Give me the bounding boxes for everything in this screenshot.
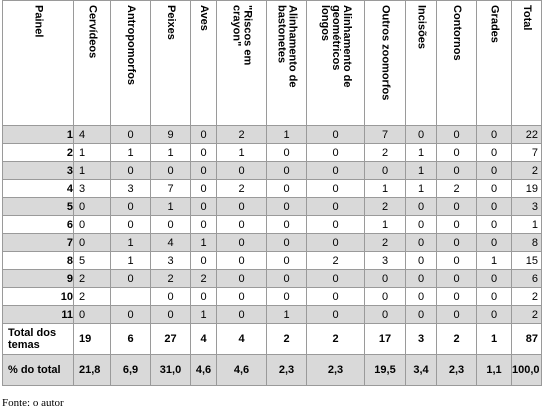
- table-row: [3, 198, 542, 216]
- table-cell: 17: [365, 324, 406, 355]
- table-cell: 6,9: [111, 355, 151, 386]
- table-cell: 0: [307, 180, 365, 198]
- table-cell: 4: [151, 234, 191, 252]
- table-cell: 1: [151, 198, 191, 216]
- table-cell: 2: [74, 288, 111, 306]
- table-cell: 0: [437, 270, 477, 288]
- table-cell: 0: [151, 216, 191, 234]
- table-cell: 9: [151, 126, 191, 144]
- table-cell: 0: [267, 234, 307, 252]
- table-cell: 0: [151, 306, 191, 324]
- table-cell: 1: [191, 306, 217, 324]
- table-cell: 1: [267, 306, 307, 324]
- table-cell: 1: [267, 126, 307, 144]
- row-label: 8: [3, 252, 74, 270]
- table-cell: 0: [477, 306, 512, 324]
- column-header: [151, 1, 191, 126]
- table-cell: 0: [267, 270, 307, 288]
- table-cell: 0: [151, 288, 191, 306]
- column-header-label: "Riscos em crayon": [230, 5, 254, 66]
- column-header: [477, 1, 512, 126]
- table-cell: 1: [111, 234, 151, 252]
- table-cell: 0: [217, 306, 267, 324]
- column-header: [191, 1, 217, 126]
- table-cell: 0: [406, 216, 437, 234]
- row-label: 1: [3, 126, 74, 144]
- column-header-label: Contornos: [451, 5, 463, 61]
- table-cell: 2: [365, 198, 406, 216]
- table-cell: 0: [406, 198, 437, 216]
- table-cell: 0: [191, 252, 217, 270]
- table-cell: 0: [267, 288, 307, 306]
- column-header: [307, 1, 365, 126]
- table-cell: 0: [307, 162, 365, 180]
- column-header: [512, 1, 542, 126]
- table-row: [3, 144, 542, 162]
- table-cell: 3: [365, 252, 406, 270]
- row-label: 10: [3, 288, 74, 306]
- table-cell: 0: [437, 198, 477, 216]
- table-cell: 1: [191, 234, 217, 252]
- row-label: 4: [3, 180, 74, 198]
- table-cell: 2: [307, 252, 365, 270]
- table-cell: 1: [74, 162, 111, 180]
- table-row: [3, 216, 542, 234]
- table-cell: 6: [512, 270, 542, 288]
- table-cell: 0: [217, 162, 267, 180]
- column-header-label: Incisões: [415, 5, 428, 50]
- table-cell: 2: [512, 162, 542, 180]
- table-cell: 7: [365, 126, 406, 144]
- table-cell: 0: [477, 126, 512, 144]
- header-row: [3, 1, 542, 126]
- table-cell: 21,8: [74, 355, 111, 386]
- table-cell: 0: [437, 162, 477, 180]
- table-row: [3, 288, 542, 306]
- table-cell: 2: [437, 180, 477, 198]
- table-cell: 2: [217, 126, 267, 144]
- table-cell: 0: [111, 270, 151, 288]
- table-cell: 31,0: [151, 355, 191, 386]
- table-cell: 0: [406, 288, 437, 306]
- column-header-label: Alinhamento de bastonetes: [275, 5, 299, 88]
- table-cell: 19,5: [365, 355, 406, 386]
- table-cell: 0: [406, 270, 437, 288]
- table-cell: 0: [477, 162, 512, 180]
- table-cell: 100,0: [512, 355, 542, 386]
- table-cell: 2: [191, 270, 217, 288]
- column-header-label: Grades: [488, 5, 501, 43]
- table-cell: 4: [217, 324, 267, 355]
- row-label: 9: [3, 270, 74, 288]
- table-cell: 0: [477, 180, 512, 198]
- table-cell: 0: [111, 126, 151, 144]
- table-row: [3, 126, 542, 144]
- row-label: 6: [3, 216, 74, 234]
- table-row: [3, 180, 542, 198]
- table-cell: 0: [437, 216, 477, 234]
- table-cell: 2: [267, 324, 307, 355]
- column-header: [111, 1, 151, 126]
- table-cell: 0: [191, 198, 217, 216]
- table-cell: 2,3: [307, 355, 365, 386]
- table-cell: 0: [477, 216, 512, 234]
- table-cell: 0: [267, 162, 307, 180]
- column-header-label: Painel: [32, 5, 45, 38]
- table-cell: 0: [477, 198, 512, 216]
- table-cell: 0: [267, 252, 307, 270]
- table-cell: 3: [74, 180, 111, 198]
- table-cell: 2: [217, 180, 267, 198]
- table-cell: 1: [151, 144, 191, 162]
- table-cell: 0: [307, 144, 365, 162]
- table-cell: 2: [365, 234, 406, 252]
- table-row: [3, 252, 542, 270]
- table-cell: 1: [406, 162, 437, 180]
- column-header: [365, 1, 406, 126]
- column-header: [267, 1, 307, 126]
- table-cell: 8: [512, 234, 542, 252]
- table-cell: 0: [191, 162, 217, 180]
- table-row: [3, 234, 542, 252]
- table-cell: 0: [406, 306, 437, 324]
- table-cell: 7: [151, 180, 191, 198]
- table-cell: 1: [477, 324, 512, 355]
- table-cell: 19: [512, 180, 542, 198]
- total-row: [3, 324, 542, 355]
- table-row: [3, 306, 542, 324]
- row-label: 7: [3, 234, 74, 252]
- table-cell: 15: [512, 252, 542, 270]
- source-note: Fonte: o autor: [2, 397, 64, 409]
- table-cell: 2: [365, 144, 406, 162]
- table-cell: 0: [111, 198, 151, 216]
- column-header: [74, 1, 111, 126]
- column-header-label: Total: [521, 5, 533, 31]
- table-cell: 0: [307, 270, 365, 288]
- column-header: [437, 1, 477, 126]
- table-cell: 2: [437, 324, 477, 355]
- table-cell: 3: [151, 252, 191, 270]
- table-cell: 0: [217, 216, 267, 234]
- table-cell: 1: [74, 144, 111, 162]
- table-cell: 0: [74, 216, 111, 234]
- table-cell: 0: [191, 288, 217, 306]
- table-cell: 1: [365, 216, 406, 234]
- table-cell: 5: [74, 252, 111, 270]
- table-row: [3, 270, 542, 288]
- column-header-label: Outros zoomorfos: [379, 5, 392, 101]
- table-cell: 3: [111, 180, 151, 198]
- table-cell: 0: [267, 144, 307, 162]
- table-cell: 0: [191, 144, 217, 162]
- table-cell: 0: [267, 198, 307, 216]
- row-label: Total dos temas: [3, 324, 74, 355]
- table-cell: 22: [512, 126, 542, 144]
- table-cell: 87: [512, 324, 542, 355]
- table-cell: 2: [151, 270, 191, 288]
- table-cell: 0: [74, 234, 111, 252]
- table-cell: 3: [512, 198, 542, 216]
- table-cell: 0: [151, 162, 191, 180]
- row-label: % do total: [3, 355, 74, 386]
- table-cell: 1: [512, 216, 542, 234]
- table-body: [3, 126, 542, 386]
- column-header-label: Alinhamento de geométricos longos: [319, 5, 353, 88]
- table-cell: 7: [512, 144, 542, 162]
- table-cell: 0: [365, 162, 406, 180]
- column-header: [406, 1, 437, 126]
- table-cell: 0: [111, 306, 151, 324]
- column-header-label: Antropomorfos: [125, 5, 137, 86]
- table-cell: 4,6: [191, 355, 217, 386]
- table-cell: 1: [111, 252, 151, 270]
- table-row: [3, 162, 542, 180]
- column-header: [217, 1, 267, 126]
- table-cell: 0: [365, 288, 406, 306]
- table-cell: 19: [74, 324, 111, 355]
- table-cell: 0: [217, 270, 267, 288]
- table-cell: 2: [512, 288, 542, 306]
- table-cell: 4: [191, 324, 217, 355]
- percent-row: [3, 355, 542, 386]
- table-cell: 0: [111, 162, 151, 180]
- table-cell: 0: [437, 144, 477, 162]
- table-cell: 0: [74, 198, 111, 216]
- table-cell: 6: [111, 324, 151, 355]
- table-cell: 0: [365, 306, 406, 324]
- table-cell: 0: [477, 288, 512, 306]
- row-label: 2: [3, 144, 74, 162]
- table-cell: 0: [111, 216, 151, 234]
- table-cell: 1: [365, 180, 406, 198]
- table-cell: 4,6: [217, 355, 267, 386]
- table-cell: 1: [111, 144, 151, 162]
- table-cell: 0: [74, 306, 111, 324]
- table-cell: 0: [406, 126, 437, 144]
- column-header-label: Cervídeos: [86, 5, 99, 59]
- table-cell: 0: [217, 252, 267, 270]
- table-cell: 0: [267, 216, 307, 234]
- table-cell: 0: [406, 252, 437, 270]
- table-cell: 0: [437, 306, 477, 324]
- table-cell: 2,3: [267, 355, 307, 386]
- table-cell: 2: [307, 324, 365, 355]
- column-header-label: Peixes: [165, 5, 177, 40]
- table-cell: 0: [365, 270, 406, 288]
- table-cell: 1: [406, 180, 437, 198]
- table-cell: 1: [477, 252, 512, 270]
- column-header: [3, 1, 74, 126]
- table-cell: 2: [74, 270, 111, 288]
- table-cell: 4: [74, 126, 111, 144]
- table-cell: 0: [217, 288, 267, 306]
- table-cell: 1,1: [477, 355, 512, 386]
- table-cell: 2: [512, 306, 542, 324]
- table-cell: 0: [307, 306, 365, 324]
- table-cell: 0: [437, 234, 477, 252]
- table-cell: 0: [307, 126, 365, 144]
- table-cell: 0: [437, 288, 477, 306]
- table-cell: 0: [437, 252, 477, 270]
- table-cell: 27: [151, 324, 191, 355]
- table-cell: 0: [267, 180, 307, 198]
- row-label: 11: [3, 306, 74, 324]
- data-table: [2, 0, 542, 386]
- table-cell: 0: [477, 234, 512, 252]
- table-cell: 0: [191, 180, 217, 198]
- table-cell: 3,4: [406, 355, 437, 386]
- table-cell: 0: [406, 234, 437, 252]
- row-label: 5: [3, 198, 74, 216]
- column-header-label: Aves: [198, 5, 210, 31]
- table-cell: 0: [307, 198, 365, 216]
- table-cell: 2,3: [437, 355, 477, 386]
- table-cell: 1: [217, 144, 267, 162]
- table-cell: 0: [191, 126, 217, 144]
- table-cell: 0: [217, 234, 267, 252]
- table-cell: 0: [477, 144, 512, 162]
- table-cell: 0: [191, 216, 217, 234]
- table-cell: 0: [437, 126, 477, 144]
- table-cell: 3: [406, 324, 437, 355]
- table-cell: 0: [307, 216, 365, 234]
- table-cell: 0: [307, 288, 365, 306]
- table-cell: [111, 288, 151, 306]
- table-cell: 0: [307, 234, 365, 252]
- table-cell: 0: [477, 270, 512, 288]
- table-cell: 1: [406, 144, 437, 162]
- table-cell: 0: [217, 198, 267, 216]
- row-label: 3: [3, 162, 74, 180]
